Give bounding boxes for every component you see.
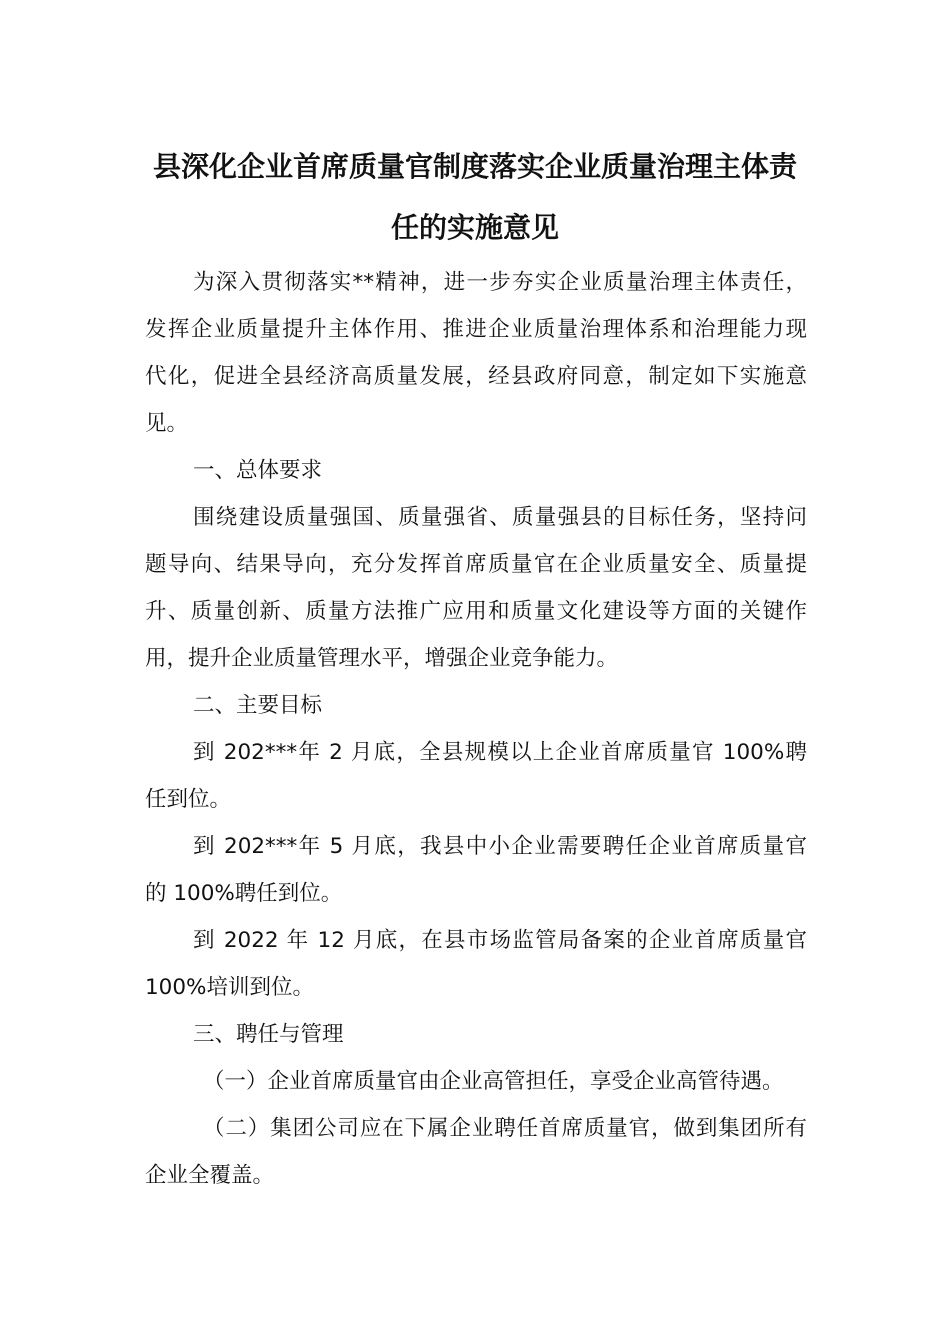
document-title-line-1: 县深化企业首席质量官制度落实企业质量治理主体责 — [152, 150, 797, 183]
item-1-line-1: （一）企业首席质量官由企业高管担任，享受企业高管待遇。 — [203, 1069, 784, 1094]
intro-line-1: 为深入贯彻落实**精神，进一步夯实企业质量治理主体责任， — [193, 270, 807, 295]
document-title-line-2: 任的实施意见 — [390, 211, 559, 244]
goal-1-line-2: 任到位。 — [145, 787, 232, 812]
item-2-line-1: （二）集团公司应在下属企业聘任首席质量官，做到集团所有 — [203, 1116, 807, 1141]
section-1-heading: 一、总体要求 — [193, 458, 323, 483]
goal-2-line-2: 的 100%聘任到位。 — [145, 881, 343, 906]
intro-line-3: 代化，促进全县经济高质量发展，经县政府同意，制定如下实施意 — [145, 364, 807, 389]
intro-line-4: 见。 — [145, 411, 189, 436]
section-1-line-3: 升、质量创新、质量方法推广应用和质量文化建设等方面的关键作 — [145, 599, 807, 624]
goal-3-line-1: 到 2022 年 12 月底，在县市场监管局备案的企业首席质量官 — [193, 928, 807, 953]
section-1-line-2: 题导向、结果导向，充分发挥首席质量官在企业质量安全、质量提 — [145, 552, 807, 577]
goal-1-line-1: 到 202***年 2 月底，全县规模以上企业首席质量官 100%聘 — [193, 740, 807, 765]
section-3-heading: 三、聘任与管理 — [193, 1022, 344, 1047]
item-2-line-2: 企业全覆盖。 — [145, 1163, 275, 1188]
section-1-line-1: 围绕建设质量强国、质量强省、质量强县的目标任务，坚持问 — [193, 505, 807, 530]
section-2-heading: 二、主要目标 — [193, 693, 323, 718]
goal-2-line-1: 到 202***年 5 月底，我县中小企业需要聘任企业首席质量官 — [193, 834, 807, 859]
goal-3-line-2: 100%培训到位。 — [145, 975, 314, 1000]
intro-line-2: 发挥企业质量提升主体作用、推进企业质量治理体系和治理能力现 — [145, 317, 807, 342]
section-1-line-4: 用，提升企业质量管理水平，增强企业竞争能力。 — [145, 646, 619, 671]
